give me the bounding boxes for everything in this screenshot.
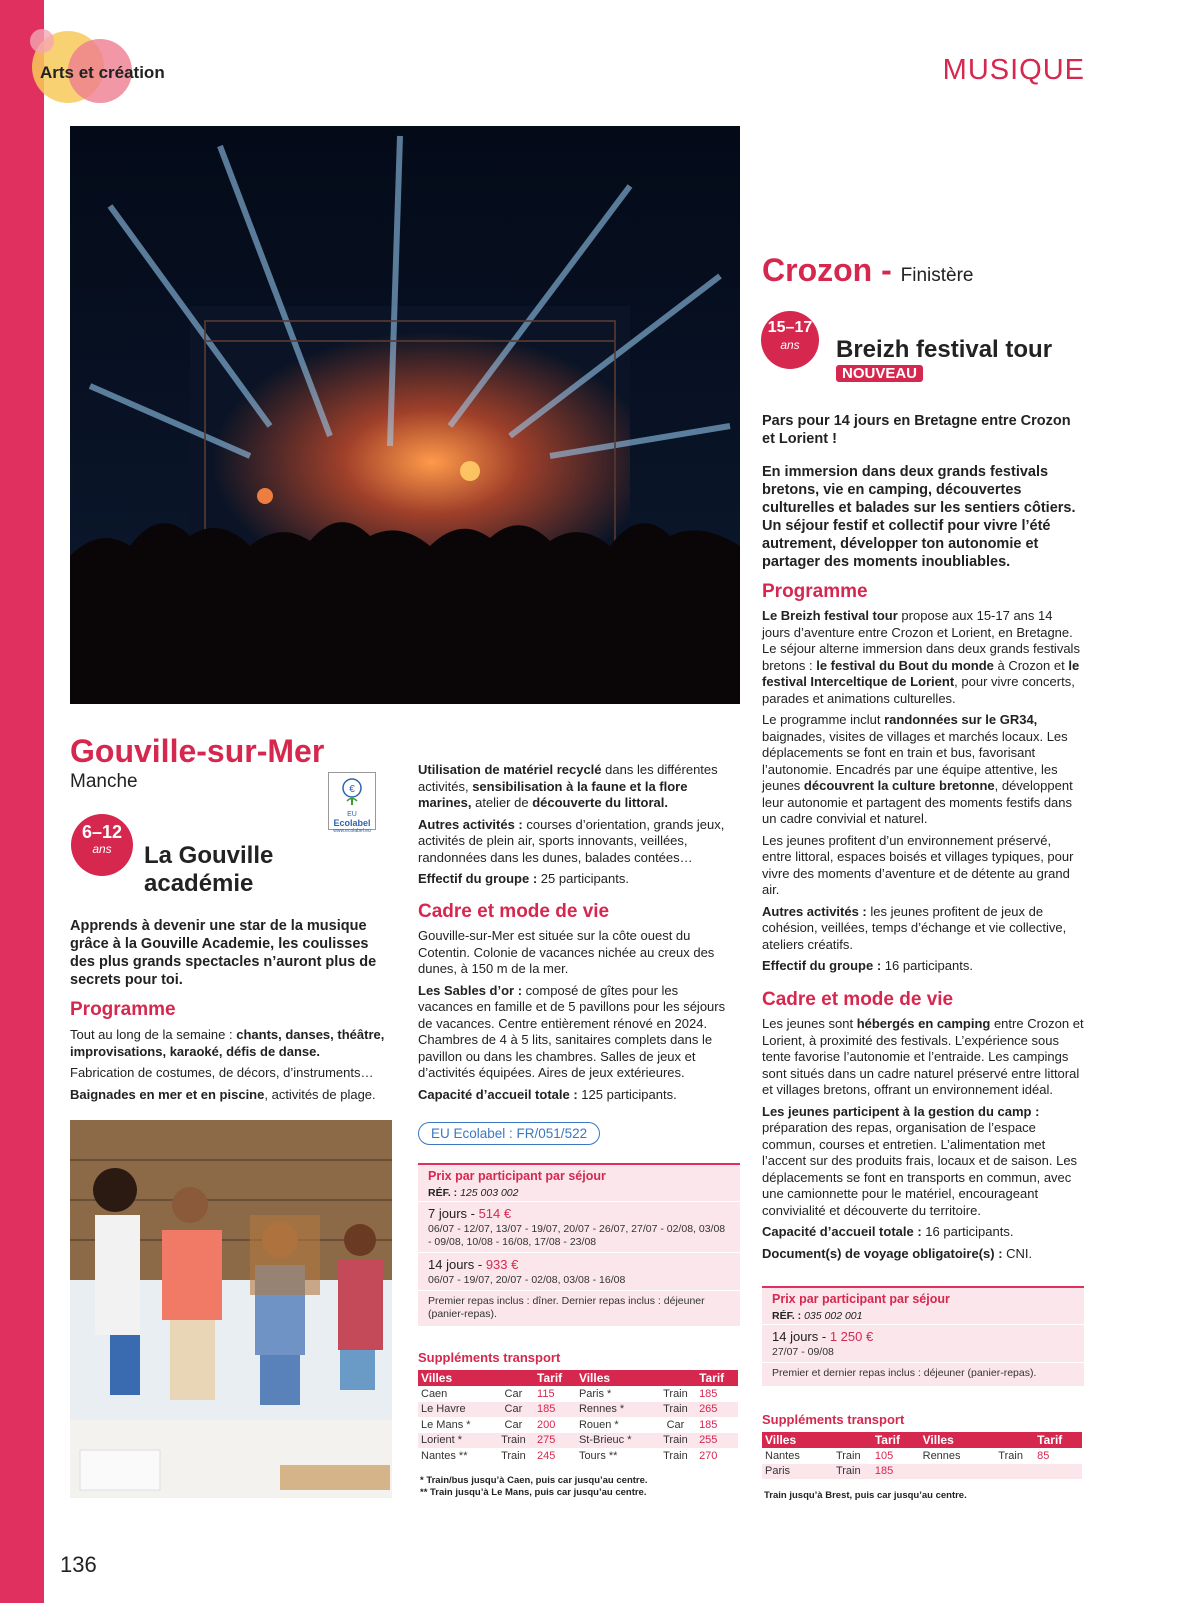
gouville-transport-table [418,1370,738,1464]
table-cell: Car [493,1402,534,1418]
crozon-transport-table [762,1432,1082,1479]
table-row [418,1402,738,1418]
table-row [762,1464,1082,1480]
table-cell: 185 [872,1464,920,1480]
col-header: Villes [920,1432,987,1448]
col-header: Tarif [1034,1432,1082,1448]
gouville-region: Manche [70,771,138,792]
programme-text: Fabrication de costumes, de décors, d’instruments… [70,1065,374,1080]
col-header: Tarif [534,1370,576,1386]
table-cell: Paris [762,1464,825,1480]
price-value: 1 250 € [829,1329,874,1344]
price-note: Premier repas inclus : dîner. Dernier repas inclus : déjeuner (panier-repas). [418,1290,740,1326]
cadre-highlight: Capacité d’accueil totale : [418,1086,578,1102]
cadre-text: Gouville-sur-Mer est située sur la côte ouest du Cotentin. Colonie de vacances nichée au creux des dunes, à 150 m de la mer. [418,928,715,976]
table-cell: Train [835,1449,861,1462]
cadre-highlight: Document(s) de voyage obligatoire(s) : [762,1245,1003,1261]
table-cell: 255 [696,1433,738,1449]
gouville-programme-title: Programme [70,999,176,1020]
cadre-text: entre Crozon et Lorient, à proximité des festivals. L’expérience sous tente favorise l’autonomie et l’entraide. Les campings sont situés dans un cadre naturel préservé entre littoral et villages bretons, offrant un environnement idéal. [762,1016,1084,1097]
crozon-cadre-title: Cadre et mode de vie [762,989,954,1010]
table-cell [987,1464,1034,1480]
gouville-price-box [418,1163,740,1326]
price-title: Prix par participant par séjour [428,1169,606,1183]
price-option-14-days [762,1324,1084,1346]
gouville-transport-title: Suppléments transport [418,1350,561,1365]
programme-highlight: découvrent la culture bretonne [803,778,995,793]
programme-text: 25 participants. [537,871,629,886]
crozon-transport-footnote: Train jusqu’à Brest, puis car jusqu’au centre. [764,1490,967,1501]
table-cell: 185 [534,1402,576,1418]
col-header: Villes [576,1370,655,1386]
table-cell: Train [501,1449,526,1462]
gouville-programme-text [70,1027,385,1108]
gouville-transport-footnotes [420,1475,648,1499]
cadre-highlight: Capacité d’accueil totale : [762,1224,922,1239]
col-header: Tarif [872,1432,920,1448]
concert-photo [70,126,740,704]
table-cell: Train [655,1433,696,1449]
gouville-cadre-text [418,928,728,1108]
crozon-intro2: En immersion dans deux grands festivals bretons, vie en camping, découvertes culturelles et balades sur les sentiers côtiers. Un séjour festif et collectif pour vivre l’été autrement, développer ton autonomie et partager des moments inoubliables. [762,464,1076,570]
programme-highlight: Baignades en mer et en piscine [70,1086,265,1102]
table-cell: Le Havre [418,1402,493,1418]
programme-highlight: le festival Interceltique de Lorient [762,657,1080,689]
crozon-stay-title: Breizh festival tour [836,336,1053,363]
table-cell: Train [825,1464,872,1480]
table-cell: 265 [696,1402,738,1418]
svg-text:€: € [349,784,355,795]
left-color-bar [0,0,44,1603]
cadre-text: Les jeunes sont [762,1016,857,1031]
table-cell: Caen [421,1387,448,1400]
programme-text: les jeunes profitent de jeux de cohésion, veillées, temps d’échange et vie collective, ateliers créatifs. [762,903,1067,952]
programme-text: à Crozon et [993,657,1069,673]
table-cell: Train [655,1402,696,1418]
table-cell [1034,1464,1082,1480]
programme-highlight: Effectif du groupe : [762,958,882,973]
crozon-programme-text [762,608,1084,980]
gouville-programme-cont [418,762,740,893]
gouville-title-line2: académie [144,870,254,897]
table-cell: Train [663,1449,688,1462]
col-header [987,1432,1034,1448]
cadre-text: préparation des repas, organisation de l’espace commun, courses et entretien. L’alimentation met l’accent sur des produits frais, locaux et de saison. Les déplacements se font en transports en commun, avec une camionnette pour le matériel, encourageant convivialité et découverte du territoire. [762,1120,1078,1218]
crozon-region: Finistère [900,265,974,286]
price-dates: 27/07 - 09/08 [772,1346,834,1358]
table-cell: Train [493,1433,534,1449]
table-cell [920,1464,987,1480]
programme-text: dans les différentes activités, [418,762,718,794]
table-cell: Rennes * [576,1402,655,1418]
table-cell: Paris * [578,1387,612,1400]
programme-highlight: chants, danses, théâtre, improvisations, karaoké, défis de danse. [70,1027,385,1059]
programme-text: , développent leur autonomie et partagent des moments festifs dans un cadre convivial et naturel. [762,778,1073,826]
programme-highlight: Le Breizh festival tour [762,608,898,623]
table-cell: Nantes ** [421,1449,468,1462]
price-dates: 06/07 - 12/07, 13/07 - 19/07, 20/07 - 26/07, 27/07 - 02/08, 03/08 - 09/08, 10/08 - 16/08, 17/08 - 23/08 [428,1223,726,1248]
cadre-text: 16 participants. [921,1224,1014,1239]
programme-text: baignades, visites de villages et marchés locaux. Les déplacements se font en train et bus, favorisant l’autonomie. Encadrés par une équipe attentive, les jeunes [762,728,1068,793]
duration-label: 14 jours - [772,1329,830,1344]
programme-highlight: Utilisation de matériel recyclé [418,762,602,777]
programme-highlight: Effectif du groupe : [418,871,538,886]
col-header [493,1370,534,1386]
gouville-ecolabel-pill: EU Ecolabel : FR/051/522 [418,1122,600,1145]
table-cell: Lorient * [418,1433,493,1449]
programme-highlight: Autres activités : [418,816,523,832]
table-cell: 115 [537,1387,555,1400]
gouville-intro: Apprends à devenir une star de la musique grâce à la Gouville Academie, les coulisses des plus grands spectacles n’auront plus de secrets pour toi. [70,918,377,988]
ecolabel-flower-icon [337,776,367,806]
table-cell: Train [998,1449,1023,1462]
price-title: Prix par participant par séjour [772,1292,950,1306]
crozon-age-unit: ans [780,338,800,352]
ref-value: 125 003 002 [460,1187,519,1199]
gouville-age-unit: ans [92,842,112,856]
table-row [418,1448,738,1464]
programme-text: Le programme inclut [762,712,885,727]
programme-text: atelier de [471,795,533,810]
col-header [825,1432,872,1448]
gouville-place: Gouville-sur-Mer [70,733,325,769]
programme-highlight: Autres activités : [762,903,867,919]
cadre-text: CNI. [1002,1245,1033,1261]
new-badge: NOUVEAU [836,365,923,382]
section-title: MUSIQUE [942,54,1085,86]
duration-label: 14 jours - [428,1257,486,1272]
table-cell: 185 [699,1418,718,1431]
crozon-transport-title: Suppléments transport [762,1412,905,1427]
cadre-highlight: hébergés en camping [856,1016,991,1031]
crozon-age-range: 15–17 [767,319,813,336]
programme-text: , pour vivre concerts, parades et animations culturelles. [762,674,1075,706]
ecolabel-eu: EU [347,811,357,818]
programme-highlight: sensibilisation à la faune et la flore marines, [418,778,688,810]
cadre-text: 125 participants. [577,1086,677,1102]
footnote: * Train/bus jusqu’à Caen, puis car jusqu’au centre. [420,1475,648,1486]
table-cell: Rennes [922,1449,961,1462]
programme-highlight: randonnées sur le GR34, [884,712,1038,727]
crozon-programme-title: Programme [762,581,868,602]
table-cell: 270 [699,1449,718,1462]
table-row [418,1433,738,1449]
price-ref [418,1185,740,1201]
table-cell: 105 [874,1449,894,1462]
footnote: ** Train jusqu’à Le Mans, puis car jusqu’au centre. [420,1487,647,1498]
price-option-14-days [418,1252,740,1274]
ref-label: RÉF. : [772,1310,802,1322]
table-cell: 200 [537,1418,556,1431]
crozon-place: Crozon - [762,252,901,288]
ref-value: 035 002 001 [804,1310,863,1322]
table-cell: Car [504,1418,523,1431]
ecolabel-url: www.ecolabel.eu [333,828,371,834]
programme-text: courses d’orientation, grands jeux, activités de plein air, sports innovants, veillées, randonnées dans les dunes, balades contées… [418,816,725,865]
programme-text: Les jeunes profitent d’un environnement préservé, entre littoral, espaces boisés et villages typiques, pour vivre des moments d’aventure et de détente au grand air. [762,832,1074,897]
price-ref [762,1308,1084,1324]
cadre-highlight: Les Sables d’or : [418,982,523,998]
crozon-price-box [762,1286,1084,1386]
table-cell: Tours ** [578,1449,618,1462]
table-cell: 185 [699,1387,718,1400]
table-row [762,1448,1082,1464]
gouville-age-badge [71,814,133,876]
ref-label: RÉF. : [428,1187,458,1199]
table-cell: Rouen * [578,1418,619,1431]
gouville-title-line1: La Gouville [144,842,274,869]
crozon-heading [762,252,974,289]
duration-label: 7 jours - [428,1206,479,1221]
table-cell: 245 [537,1449,556,1462]
page-number: 136 [60,1552,97,1577]
kids-photo [70,1120,392,1498]
table-cell: 275 [534,1433,576,1449]
programme-text: Tout au long de la semaine : [70,1027,237,1042]
programme-highlight: le festival du Bout du monde [816,657,994,673]
crozon-intro1: Pars pour 14 jours en Bretagne entre Crozon et Lorient ! [762,413,1071,447]
ecolabel-logo [328,772,376,834]
col-header: Villes [418,1370,493,1386]
programme-text: 16 participants. [881,958,973,973]
gouville-cadre-title: Cadre et mode de vie [418,901,610,922]
price-note: Premier et dernier repas inclus : déjeuner (panier-repas). [762,1362,1084,1386]
crozon-cadre-text [762,1016,1084,1267]
cadre-highlight: Les jeunes participent à la gestion du camp : [762,1103,1040,1119]
table-row [418,1417,738,1433]
crozon-age-badge [761,311,819,369]
ecolabel-text: Ecolabel [333,818,371,828]
cadre-text: composé de gîtes pour les vacances en famille et de 5 pavillons pour les séjours de vacances. Centre entièrement rénové en 2024. Chambres de 4 à 5 lits, sanitaires complets dans le pavillon ou dans les chambres. Salles de jeux et d’activités équipées. Aires de jeux extérieures. [418,982,726,1080]
programme-highlight: découverte du littoral. [532,795,668,810]
gouville-stay-title [144,842,273,898]
category-label: Arts et création [40,63,165,82]
price-dates: 06/07 - 19/07, 20/07 - 02/08, 03/08 - 16/08 [428,1274,626,1286]
table-cell: Train [663,1387,688,1400]
price-value: 933 € [485,1257,519,1272]
table-cell: St-Brieuc * [576,1433,655,1449]
col-header: Villes [762,1432,825,1448]
programme-text: propose aux 15-17 ans 14 jours d’aventure entre Crozon et Lorient, en Bretagne. Le séjour alterne immersion dans deux grands festivals bretons : [762,608,1080,673]
table-cell: Le Mans * [421,1418,471,1431]
table-cell: Car [666,1418,685,1431]
table-row [418,1386,738,1402]
table-cell: Nantes [765,1449,800,1462]
col-header: Tarif [696,1370,738,1386]
table-cell: 85 [1037,1449,1050,1462]
price-option-7-days [418,1201,740,1223]
table-cell: Car [504,1387,523,1400]
price-value: 514 € [478,1206,512,1221]
programme-text: , activités de plage. [264,1086,376,1102]
gouville-age-range: 6–12 [81,822,123,842]
col-header [655,1370,696,1386]
